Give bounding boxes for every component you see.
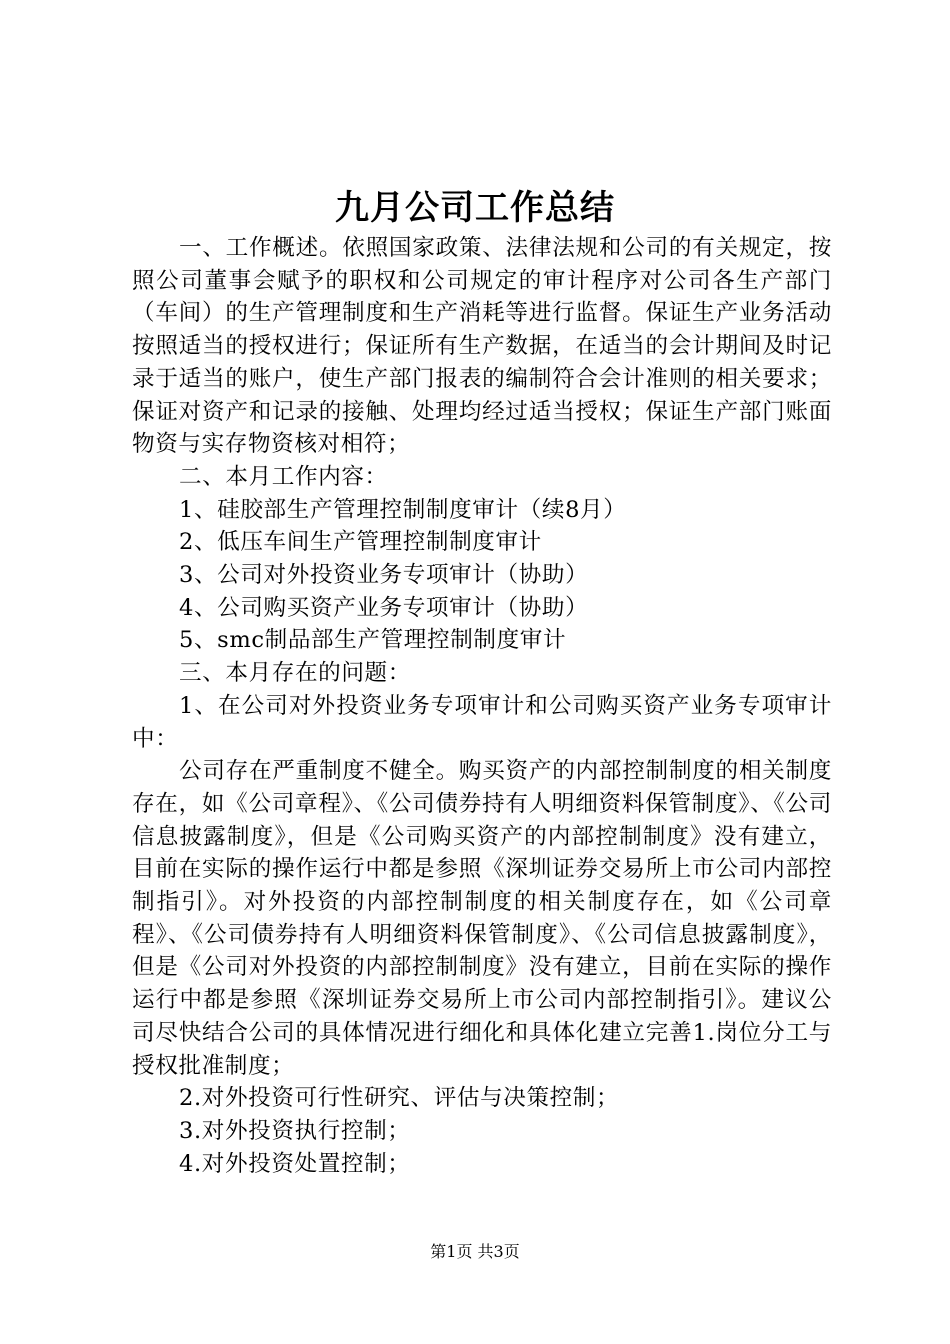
list-item: 5、smc制品部生产管理控制制度审计: [179, 627, 567, 654]
heading-work-content: 二、本月工作内容：: [179, 463, 388, 490]
document-title: 九月公司工作总结: [335, 188, 615, 228]
document-body: [132, 232, 832, 1180]
list-item: 2、低压车间生产管理控制制度审计: [179, 529, 542, 556]
paragraph-problem-detail: 公司存在严重制度不健全。购买资产的内部控制制度的相关制度存在，如《公司章程》、《公司债券持有人明细资料保管制度》、《公司信息披露制度》，但是《公司购买资产的内部控制制度》没有建立，目前在实际的操作运行中都是参照《深圳证券交易所上市公司内部控制指引》。对外投资的内部控制制度的相关制度存在，如《公司章程》、《公司债券持有人明细资料保管制度》、《公司信息披露制度》，但是《公司对外投资的内部控制制度》没有建立，目前在实际的操作运行中都是参照《深圳证券交易所上市公司内部控制指引》。建议公司尽快结合公司的具体情况进行细化和具体化建立完善1.岗位分工与授权批准制度；: [132, 758, 832, 1079]
list-item: 1、硅胶部生产管理控制制度审计（续8月）: [179, 496, 627, 523]
page-footer: 第1页 共3页: [430, 1242, 520, 1261]
problem-item: 1、在公司对外投资业务专项审计和公司购买资产业务专项审计中：: [132, 692, 832, 752]
paragraph-overview: 一、工作概述。依照国家政策、法律法规和公司的有关规定，按照公司董事会赋予的职权和公司规定的审计程序对公司各生产部门（车间）的生产管理制度和生产消耗等进行监督。保证生产业务活动按照适当的授权进行；保证所有生产数据，在适当的会计期间及时记录于适当的账户，使生产部门报表的编制符合会计准则的相关要求；保证对资产和记录的接触、处理均经过适当授权；保证生产部门账面物资与实存物资核对相符；: [132, 235, 832, 458]
list-item: 4.对外投资处置控制；: [179, 1150, 411, 1177]
heading-problems: 三、本月存在的问题：: [179, 660, 411, 687]
list-item: 3.对外投资执行控制；: [179, 1117, 411, 1144]
list-item: 2.对外投资可行性研究、评估与决策控制；: [179, 1085, 620, 1112]
list-item: 3、公司对外投资业务专项审计（协助）: [179, 562, 589, 589]
list-item: 4、公司购买资产业务专项审计（协助）: [179, 594, 589, 621]
